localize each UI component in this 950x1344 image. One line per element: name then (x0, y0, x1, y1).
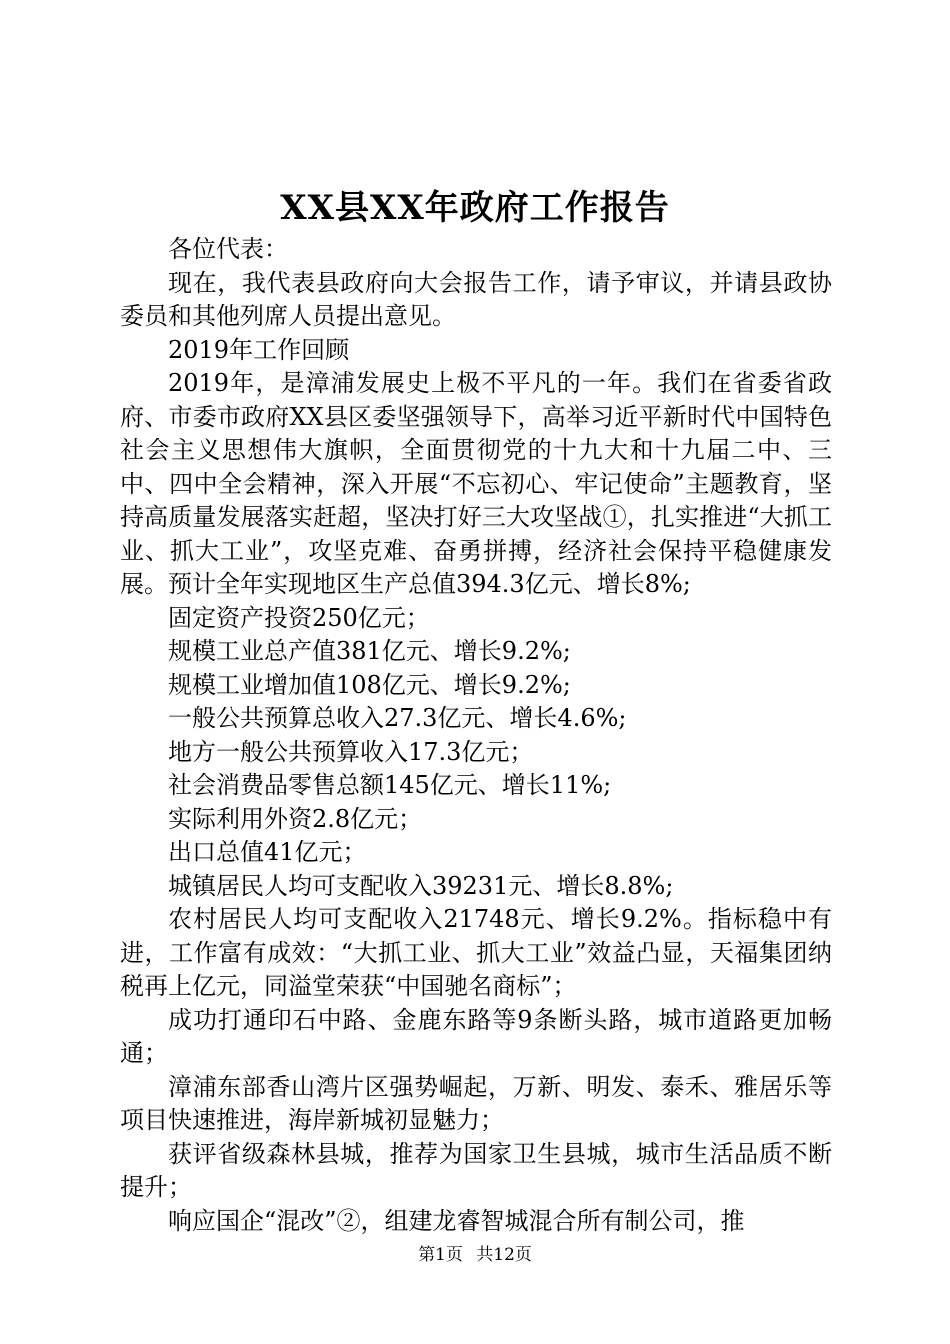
achievement-paragraph: 响应国企“混改”②，组建龙睿智城混合所有制公司，推 (168, 1206, 745, 1235)
achievement-paragraph: 成功打通印石中路、金鹿东路等9条断头路，城市道路更加畅通； (120, 1005, 832, 1067)
indicator-item: 出口总值41亿元； (168, 838, 367, 866)
achievement-paragraph: 农村居民人均可支配收入21748元、增长9.2%。指标稳中有进，工作富有成效：“大抓工业、抓大工业”效益凸显，天福集团纳税再上亿元，同溢堂荣获“中国驰名商标”； (120, 905, 832, 1000)
indicator-item: 一般公共预算总收入27.3亿元、增长4.6%; (168, 704, 627, 732)
document-title: XX县XX年政府工作报告 (280, 188, 670, 228)
indicator-item: 规模工业增加值108亿元、增长9.2%; (168, 670, 571, 699)
achievement-paragraph: 获评省级森林县城，推荐为国家卫生县城，城市生活品质不断提升； (120, 1139, 832, 1201)
review-paragraph: 2019年，是漳浦发展史上极不平凡的一年。我们在省委省政府、市委市政府XX县区委坚强领导下，高举习近平新时代中国特色社会主义思想伟大旗帜，全面贯彻党的十九大和十九届二中、三中、四中全会精神，深入开展“不忘初心、牢记使命”主题教育，坚持高质量发展落实赶超，坚决打好三大攻坚战①，扎实推进“大抓工业、抓大工业”，攻坚克难、奋勇拼搏，经济社会保持平稳健康发展。预计全年实现地区生产总值394.3亿元、增长8%; (120, 369, 832, 598)
indicator-item: 实际利用外资2.8亿元； (168, 804, 423, 833)
indicator-item: 城镇居民人均可支配收入39231元、增长8.8%; (168, 871, 674, 900)
page-footer (0, 1243, 950, 1267)
achievement-paragraph: 漳浦东部香山湾片区强势崛起，万新、明发、泰禾、雅居乐等项目快速推进，海岸新城初显魅力； (120, 1072, 832, 1134)
document-body (120, 233, 832, 1238)
salutation-paragraph: 各位代表： (168, 235, 288, 263)
indicator-item: 固定资产投资250亿元； (168, 603, 430, 632)
indicator-item: 社会消费品零售总额145亿元、增长11%; (168, 771, 612, 799)
indicator-item: 地方一般公共预算收入17.3亿元； (168, 737, 534, 766)
page-total: 共12页 (476, 1245, 532, 1265)
intro-paragraph: 现在，我代表县政府向大会报告工作，请予审议，并请县政协委员和其他列席人员提出意见。 (120, 268, 832, 330)
section-heading: 2019年工作回顾 (168, 335, 350, 364)
page-number: 第1页 (418, 1245, 463, 1265)
indicator-item: 规模工业总产值381亿元、增长9.2%; (168, 637, 571, 665)
